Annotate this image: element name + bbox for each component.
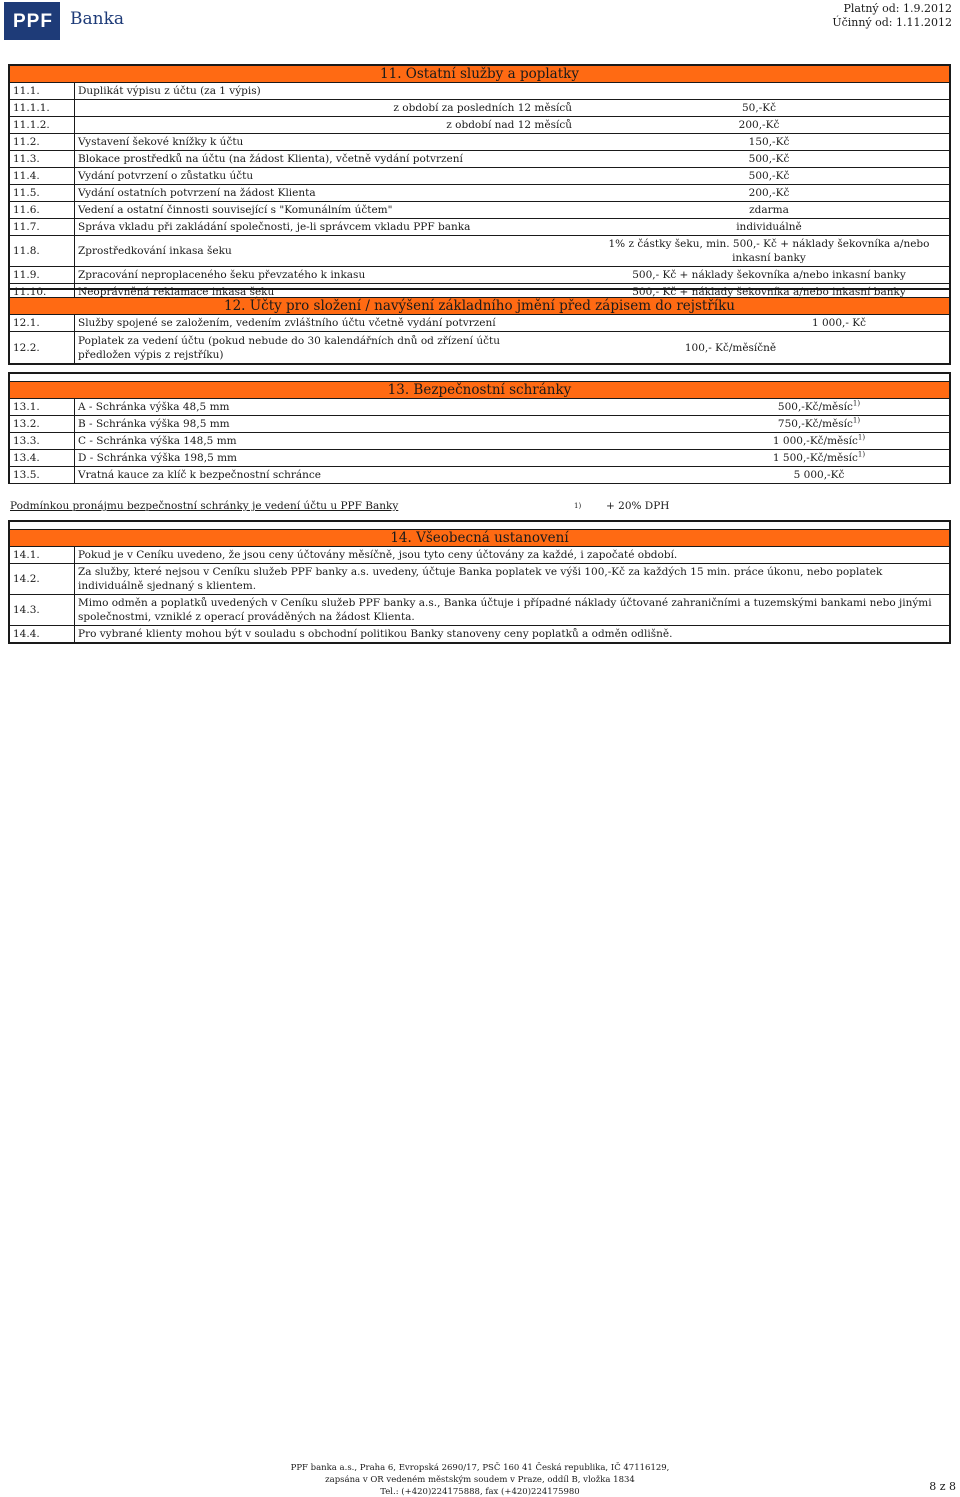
- row-description: A - Schránka výška 48,5 mm: [74, 399, 689, 415]
- table-row: [10, 450, 949, 467]
- table-row: [10, 332, 949, 363]
- footer-line-3: Tel.: (+420)224175888, fax (+420)224175980: [380, 1487, 580, 1497]
- row-price: 200,-Kč: [748, 187, 790, 199]
- footer-line-1: PPF banka a.s., Praha 6, Evropská 2690/17, PSČ 160 41 Česká republika, IČ 47116129,: [290, 1463, 670, 1473]
- section-11: [8, 64, 951, 302]
- table-row: [10, 626, 949, 642]
- row-description: Duplikát výpisu z účtu (za 1 výpis): [74, 83, 949, 99]
- row-number: 11.2.: [13, 136, 40, 148]
- table-row: [10, 83, 949, 100]
- row-price: 500,- Kč + náklady šekovníka a/nebo inkasní banky: [632, 269, 906, 281]
- section-13-title: 13. Bezpečnostní schránky: [10, 382, 949, 399]
- row-number: 13.3.: [13, 435, 40, 447]
- table-row: [10, 564, 949, 595]
- footnote-mark: 1): [857, 450, 866, 459]
- row-description: Vratná kauce za klíč k bezpečnostní schránce: [74, 467, 689, 483]
- row-number: 11.6.: [13, 204, 40, 216]
- row-number: 11.4.: [13, 170, 40, 182]
- row-price: 500,- Kč + náklady šekovníka a/nebo inkasní banky: [632, 286, 906, 298]
- row-number: 11.8.: [13, 245, 40, 257]
- row-price: 200,-Kč: [738, 119, 780, 131]
- row-number: 11.1.2.: [13, 119, 50, 131]
- row-number: 11.1.1.: [13, 102, 50, 114]
- footnote-mark: 1): [852, 399, 861, 408]
- table-row: [10, 100, 949, 117]
- section-11-title: 11. Ostatní služby a poplatky: [10, 66, 949, 83]
- row-price: 500,-Kč/měsíc$^{1)}$: [777, 399, 861, 413]
- row-period: z období nad 12 měsíců: [446, 119, 572, 131]
- row-number: 13.2.: [13, 418, 40, 430]
- condition-text: Podmínkou pronájmu bezpečnostní schránky je vedení účtu u PPF Banky: [10, 500, 399, 512]
- table-row: [10, 236, 949, 267]
- row-number: 12.1.: [13, 317, 40, 329]
- row-number: 12.2.: [13, 341, 40, 354]
- table-row: [10, 202, 949, 219]
- section-12: [8, 288, 951, 365]
- spacer: [10, 374, 949, 382]
- row-price: 750,-Kč/měsíc$^{1)}$: [777, 416, 861, 430]
- row-price: 500,-Kč: [748, 170, 790, 182]
- row-number: 13.1.: [13, 401, 40, 413]
- table-row: [10, 399, 949, 416]
- logo-banka: Banka: [70, 9, 125, 29]
- section-14: [8, 520, 951, 644]
- row-price: 500,-Kč: [748, 153, 790, 165]
- row-number: 11.10.: [13, 286, 47, 298]
- row-price: 1 500,-Kč/měsíc$^{1)}$: [772, 450, 866, 464]
- row-description: Zprostředkování inkasa šeku: [74, 236, 589, 266]
- table-row: [10, 267, 949, 284]
- footer: [200, 1462, 760, 1497]
- row-number: 11.1.: [13, 85, 40, 97]
- row-description: Pro vybrané klienty mohou být v souladu s obchodní politikou Banky stanoveny ceny poplatků a odměn odlišně.: [74, 626, 949, 642]
- condition-vat: + 20% DPH: [606, 500, 670, 512]
- platny-od: Platný od: 1.9.2012: [843, 2, 952, 15]
- table-row: [10, 151, 949, 168]
- row-period: z období za posledních 12 měsíců: [393, 102, 572, 114]
- validity-dates: [832, 2, 952, 30]
- section-14-title: 14. Všeobecná ustanovení: [10, 530, 949, 547]
- section-12-title: 12. Účty pro složení / navýšení základního jmění před zápisem do rejstříku: [10, 298, 949, 315]
- row-number: 11.3.: [13, 153, 40, 165]
- table-row: [10, 185, 949, 202]
- table-row: [10, 117, 949, 134]
- footnote-mark: 1): [852, 416, 861, 425]
- row-price: 100,- Kč/měsíčně: [684, 341, 777, 354]
- footnote-mark: 1): [857, 433, 866, 442]
- row-description: Vystavení šekové knížky k účtu: [74, 134, 589, 150]
- table-row: [10, 416, 949, 433]
- row-description: Zpracování neproplaceného šeku převzatého k inkasu: [74, 267, 589, 283]
- logo-text: PPF: [13, 11, 53, 32]
- row-description: Poplatek za vedení účtu (pokud nebude do 30 kalendářních dnů od zřízení účtu předložen výpis z rejstříku): [74, 332, 512, 363]
- row-number: 13.4.: [13, 452, 40, 464]
- row-number: 11.7.: [13, 221, 40, 233]
- row-description: Vydání ostatních potvrzení na žádost Klienta: [74, 185, 589, 201]
- row-price: 1 000,-Kč/měsíc$^{1)}$: [772, 433, 866, 447]
- row-description: Správa vkladu při zakládání společnosti, je-li správcem vkladu PPF banka: [74, 219, 589, 235]
- condition-mark: 1): [574, 502, 582, 510]
- row-description: Vydání potvrzení o zůstatku účtu: [74, 168, 589, 184]
- row-description: C - Schránka výška 148,5 mm: [74, 433, 689, 449]
- spacer: [10, 290, 949, 298]
- row-number: 11.5.: [13, 187, 40, 199]
- row-number: 11.9.: [13, 269, 40, 281]
- row-price: 1% z částky šeku, min. 500,- Kč + náklady šekovníka a/nebo inkasní banky: [608, 238, 930, 264]
- page-number: 8 z 8: [929, 1480, 956, 1493]
- row-description: Neoprávněná reklamace inkasa šeku: [74, 284, 589, 300]
- row-description: Za služby, které nejsou v Ceníku služeb PPF banky a.s. uvedeny, účtuje Banka poplatek ve výši 100,-Kč za každých 15 min. práce úkonu, nebo poplatek individuálně sjednaný s klientem.: [74, 564, 949, 594]
- footer-line-2: zapsána v OR vedeném městským soudem v Praze, oddíl B, vložka 1834: [325, 1475, 635, 1485]
- table-row: [10, 168, 949, 185]
- ppf-logo: [4, 2, 60, 40]
- table-row: [10, 547, 949, 564]
- row-price: 1 000,- Kč: [811, 317, 866, 329]
- row-price: zdarma: [749, 204, 789, 216]
- row-number: 14.3.: [13, 604, 40, 616]
- row-price: individuálně: [736, 221, 802, 233]
- row-description: B - Schránka výška 98,5 mm: [74, 416, 689, 432]
- section-13: [8, 372, 951, 484]
- row-description: Mimo odměn a poplatků uvedených v Ceníku služeb PPF banky a.s., Banka účtuje i případné náklady účtované zahraničními a tuzemskými bankami nebo jinými společnostmi, vzniklé z operací prováděných na žádost Klienta.: [74, 595, 949, 625]
- table-row: [10, 134, 949, 151]
- row-price: 150,-Kč: [748, 136, 790, 148]
- safe-box-condition: [10, 499, 669, 513]
- table-row: [10, 315, 949, 332]
- row-description: Pokud je v Ceníku uvedeno, že jsou ceny účtovány měsíčně, jsou tyto ceny účtovány za každé, i započaté období.: [74, 547, 949, 563]
- row-number: 13.5.: [13, 469, 40, 481]
- row-number: 14.1.: [13, 549, 40, 561]
- row-number: 14.2.: [13, 573, 40, 585]
- ucinny-od: Účinný od: 1.11.2012: [832, 16, 952, 29]
- row-description: Vedení a ostatní činnosti související s "Komunálním účtem": [74, 202, 589, 218]
- table-row: [10, 595, 949, 626]
- table-row: [10, 433, 949, 450]
- row-description: D - Schránka výška 198,5 mm: [74, 450, 689, 466]
- row-price: 5 000,-Kč: [793, 469, 845, 481]
- spacer: [10, 522, 949, 530]
- row-price: 50,-Kč: [742, 102, 776, 114]
- table-row: [10, 467, 949, 484]
- row-description: Blokace prostředků na účtu (na žádost Klienta), včetně vydání potvrzení: [74, 151, 589, 167]
- table-row: [10, 219, 949, 236]
- row-number: 14.4.: [13, 628, 40, 640]
- row-description: Služby spojené se založením, vedením zvláštního účtu včetně vydání potvrzení: [74, 315, 729, 331]
